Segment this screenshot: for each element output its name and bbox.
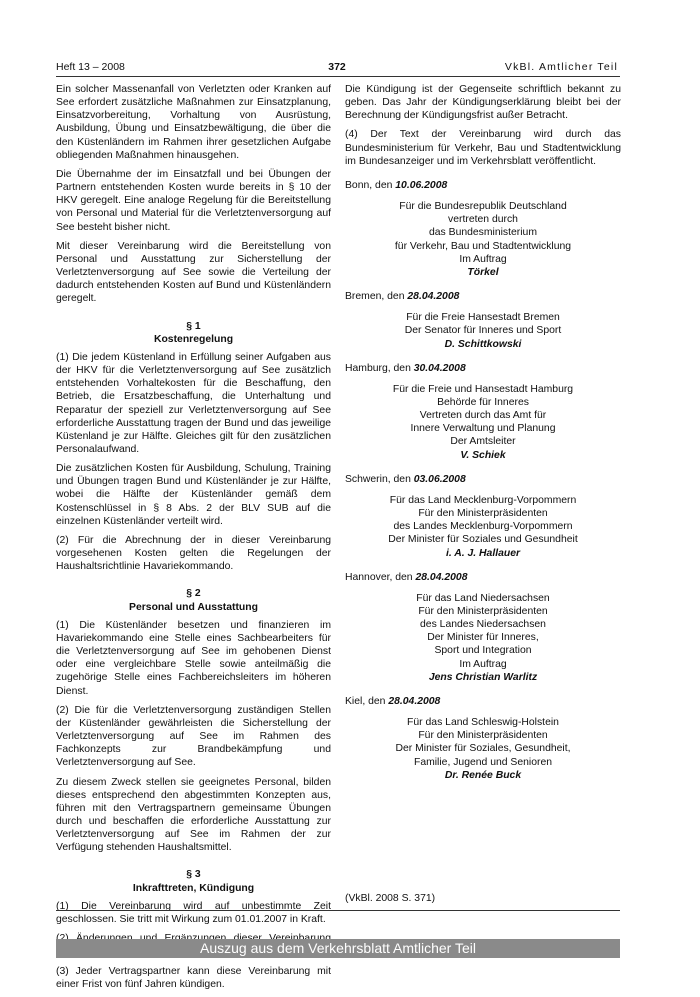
signature-line: Innere Verwaltung und Planung	[410, 423, 556, 435]
header-rule	[56, 76, 620, 77]
signature-place: Kiel, den	[345, 695, 389, 707]
signature-line: das Bundesministerium	[429, 227, 537, 239]
paragraph: (4) Der Text der Vereinbarung wird durch das Bundesministerium für Verkehr, Bau und Stadtentwicklung im Bundesanzeiger und im Verkehrsblatt veröffentlicht.	[345, 129, 621, 167]
section-heading	[56, 868, 331, 894]
signature-line: Für die Bundesrepublik Deutschland	[399, 201, 567, 213]
section-number: § 1	[186, 320, 201, 332]
paragraph: Die Kündigung ist der Gegenseite schriftlich bekannt zu geben. Das Jahr der Kündigungserklärung bleibt bei der Berechnung der Kündigungsfrist außer Betracht.	[345, 84, 621, 122]
signature-block	[345, 311, 621, 350]
paragraph: (2) Für die Abrechnung der in dieser Vereinbarung vorgesehenen Kosten gelten die Regelungen der Haushaltsrichtlinie Havariekommando.	[56, 534, 331, 573]
signature-line: für Verkehr, Bau und Stadtentwicklung	[394, 240, 572, 252]
page-number: 372	[328, 61, 346, 73]
signature-line: Für das Land Niedersachsen	[416, 592, 550, 604]
signature-line: Im Auftrag	[459, 253, 507, 265]
signature-date: 28.04.2008	[388, 695, 441, 707]
source-reference: (VkBl. 2008 S. 371)	[345, 893, 436, 904]
signature-line: Im Auftrag	[459, 658, 507, 670]
section-heading	[56, 320, 331, 346]
signature-line: Der Minister für Soziales und Gesundheit	[388, 534, 578, 546]
signatory-name: Dr. Renée Buck	[444, 769, 522, 781]
right-column	[345, 83, 621, 792]
signature-line: Für den Ministerpräsidenten	[418, 730, 548, 742]
signature-line: Sport und Integration	[434, 645, 532, 657]
left-column	[56, 83, 331, 997]
paragraph: (3) Jeder Vertragspartner kann diese Vereinbarung mit einer Frist von fünf Jahren kündigen.	[56, 965, 331, 990]
signature-date: 30.04.2008	[413, 362, 466, 374]
paragraph: (1) Die Vereinbarung wird auf unbestimmte Zeit geschlossen. Sie tritt mit Wirkung zum 01.01.2007 in Kraft.	[56, 900, 331, 926]
signature-place-date	[345, 571, 621, 584]
signature-place-date	[345, 362, 621, 375]
paragraph: Ein solcher Massenanfall von Verletzten oder Kranken auf See erfordert zusätzliche Maßnahmen zur Einsatzplanung, Einsatzvorbereitung, Vorhaltung von Ausrüstung, Ausbildung, Übung und Einsatzbewältigung, die über die den Küstenländern im Rahmen ihrer gesetzlichen Aufgabe obliegenden Maßnahmen hinausgehen.	[56, 84, 331, 161]
issue-label: Heft 13 – 2008	[56, 61, 125, 73]
journal-title: VkBl. Amtlicher Teil	[504, 61, 618, 73]
signature-line: des Landes Niedersachsen	[420, 619, 546, 631]
signature-place-date	[345, 473, 621, 486]
page-header	[56, 61, 618, 77]
signature-place: Hamburg, den	[345, 362, 414, 374]
paragraph: (2) Die für die Verletztenversorgung zuständigen Stellen der Küstenländer gewährleisten die Sicherstellung der Verletztenversorgung auf See im Rahmen des Fachkonzepts zur Brandbekämpfung und Verletztenversorgung auf See.	[56, 704, 331, 769]
signature-block	[345, 383, 621, 462]
signature-date: 03.06.2008	[413, 473, 466, 485]
footer-banner: Auszug aus dem Verkehrsblatt Amtlicher Teil	[56, 939, 620, 958]
signature-place: Bonn, den	[345, 179, 396, 191]
signature-place-date	[345, 179, 621, 192]
signature-line: des Landes Mecklenburg-Vorpommern	[393, 521, 573, 533]
signature-place: Bremen, den	[345, 291, 408, 303]
signature-date: 28.04.2008	[407, 291, 460, 303]
signature-blocks	[345, 179, 621, 782]
signature-line: Der Amtsleiter	[450, 436, 516, 448]
signature-block	[345, 716, 621, 782]
signature-date: 28.04.2008	[415, 571, 468, 583]
signature-place: Schwerin, den	[345, 473, 414, 485]
signature-line: Behörde für Inneres	[437, 396, 529, 408]
footer-rule	[56, 910, 620, 911]
signature-line: Für die Freie Hansestadt Bremen	[406, 312, 560, 324]
signature-block	[345, 592, 621, 684]
signatory-name: V. Schiek	[460, 449, 506, 461]
signature-block	[345, 494, 621, 560]
signature-line: Für den Ministerpräsidenten	[418, 508, 548, 520]
section-title: Kostenregelung	[153, 333, 234, 345]
section-number: § 3	[186, 869, 201, 881]
signature-line: Der Minister für Soziales, Gesundheit,	[395, 743, 571, 755]
signature-line: Vertreten durch das Amt für	[419, 410, 547, 422]
paragraph: Zu diesem Zweck stellen sie geeignetes Personal, bilden dieses entsprechend den abgestimmten Konzepten aus, führen mit den Vertragspartnern gemeinsame Übungen durch und beschaffen die erforderliche Ausstattung zur Verletztenversorgung auf See im Rahmen der zur Verfügung stehenden Haushaltsmittel.	[56, 776, 331, 854]
signatory-name: Jens Christian Warlitz	[428, 671, 538, 683]
paragraph: Die zusätzlichen Kosten für Ausbildung, Schulung, Training und Übungen tragen Bund und Küstenländer je zur Hälfte, wobei die Hälfte der Küstenländer gemäß dem Kostenschlüssel in § 8 Abs. 2 der BLV SUB auf die einzelnen Küstenländer verteilt wird.	[56, 463, 331, 527]
signature-line: Für die Freie und Hansestadt Hamburg	[392, 383, 574, 395]
signature-line: Familie, Jugend und Senioren	[413, 756, 553, 768]
section-number: § 2	[186, 588, 201, 600]
signature-date: 10.06.2008	[395, 179, 448, 191]
signature-place-date	[345, 695, 621, 708]
signature-line: vertreten durch	[448, 214, 518, 226]
signature-place-date	[345, 290, 621, 303]
signatory-name: D. Schittkowski	[444, 338, 522, 350]
signature-line: Für das Land Schleswig-Holstein	[407, 717, 559, 729]
signatory-name: i. A. J. Hallauer	[445, 547, 521, 559]
paragraph: (1) Die jedem Küstenland in Erfüllung seiner Aufgaben aus der HKV für die Verletztenversorgung auf See zusätzlich entstehenden Vorhaltekosten für die Beschaffung, den Betrieb, die Ersatzbeschaffung, die Unterhaltung und Reparatur der speziell zur Verletztenversorgung auf See erforderliche Ausstattung tragen der Bund und das jeweilige Küstenland je zur Hälfte. Gleiches gilt für den zusätzlichen Personalaufwand.	[56, 351, 331, 455]
section-title: Inkrafttreten, Kündigung	[132, 882, 255, 894]
paragraph: Die Übernahme der im Einsatzfall und bei Übungen der Partnern entstehenden Kosten wurde bereits in § 10 der HKV geregelt. Eine analoge Regelung für die Bereitstellung von Personal und Material für die Verletztenversorgung auf See besteht bisher nicht.	[56, 168, 331, 233]
paragraph: Mit dieser Vereinbarung wird die Bereitstellung von Personal und Ausstattung zur Sicherstellung der Verletztenversorgung auf See sowie die Verteilung der dadurch entstehenden Kosten auf Bund und Küstenländern geregelt.	[56, 240, 331, 305]
signature-line: Der Minister für Inneres,	[427, 632, 539, 644]
signature-line: Der Senator für Inneres und Sport	[404, 325, 562, 337]
section-title: Personal und Ausstattung	[129, 601, 258, 613]
signature-block	[345, 200, 621, 279]
signature-place: Hannover, den	[345, 571, 416, 583]
paragraph: (1) Die Küstenländer besetzen und finanzieren im Havariekommando eine Stelle eines Sachbearbeiters für die Verletztenversorgung auf See im gehobenen Dienst oder eine vergleichbare Stelle sowie anteilmäßig die zugehörige Stelle eines Fachbereichsleiters im höheren Dienst.	[56, 619, 331, 697]
signature-line: Für den Ministerpräsidenten	[418, 606, 548, 617]
signatory-name: Törkel	[467, 266, 499, 278]
signature-line: Für das Land Mecklenburg-Vorpommern	[389, 494, 577, 506]
section-heading	[56, 587, 331, 613]
